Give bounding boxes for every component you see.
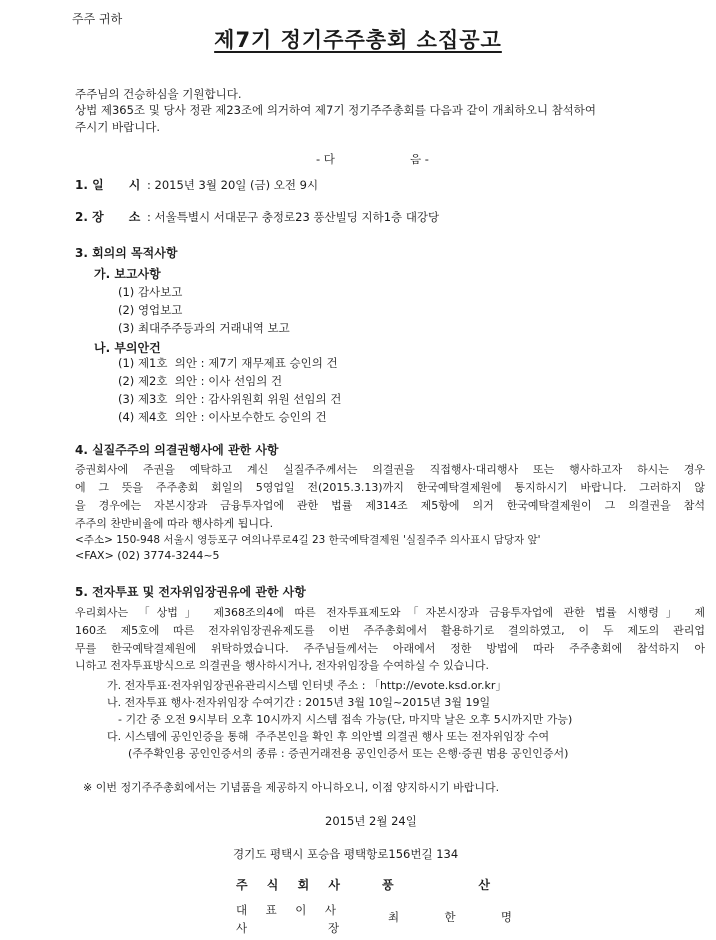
greeting: 주주님의 건승하심을 기원합니다. bbox=[75, 87, 242, 101]
evote-heading: 5. 전자투표 및 전자위임장권유에 관한 사항 bbox=[75, 585, 306, 599]
representative-title-row2-char: 장 bbox=[328, 921, 340, 935]
voting-address: <주소> 150-948 서울시 영등포구 여의나루로4길 23 한국예탁결제원 '실질주주 의사표시 담당자 앞' bbox=[75, 534, 541, 546]
representative-name-char: 최 bbox=[388, 910, 400, 924]
company-name bbox=[382, 876, 490, 893]
representative-name-char: 한 bbox=[444, 910, 456, 924]
evote-detail: 다. 시스템에 공인인증을 통해 주주본인을 확인 후 의안별 의결권 행사 또는 전자위임장 수여 bbox=[107, 730, 550, 743]
report-item: (3) 최대주주등과의 거래내역 보고 bbox=[118, 321, 290, 335]
representative-name-char: 명 bbox=[500, 910, 512, 924]
place-value: : 서울특별시 서대문구 충정로23 풍산빌딩 지하1층 대강당 bbox=[147, 210, 440, 224]
intro-line-2: 주시기 바랍니다. bbox=[75, 120, 161, 134]
company-address: 경기도 평택시 포승읍 평택항로156번길 134 bbox=[233, 847, 459, 861]
report-item: (2) 영업보고 bbox=[118, 303, 183, 317]
company-type-char: 주 bbox=[236, 878, 248, 892]
voting-line: 에 그 뜻을 주주총회 회일의 5영업일 전(2015.3.13)까지 한국예탁결제원에 통지하시기 바랍니다. 그러하지 않 bbox=[75, 481, 705, 494]
divider-right: 음 - bbox=[410, 152, 429, 166]
voting-line: 주주의 찬반비율에 따라 행사하게 됩니다. bbox=[75, 517, 274, 530]
representative-title-char: 사 bbox=[324, 903, 336, 917]
recipient-line: 주주 귀하 bbox=[72, 12, 123, 26]
notice-title bbox=[0, 24, 716, 54]
representative-title-row2-char: 사 bbox=[236, 921, 248, 935]
evote-detail: - 기간 중 오전 9시부터 오후 10시까지 시스템 접속 가능(단, 마지막 날은 오후 5시까지만 가능) bbox=[118, 713, 573, 726]
intro-line-1: 상법 제365조 및 당사 정관 제23조에 의거하여 제7기 정기주주총회를 다음과 같이 개최하오니 참석하여 bbox=[75, 103, 597, 117]
souvenir-note: ※ 이번 정기주주총회에서는 기념품을 제공하지 아니하오니, 이점 양지하시기 바랍니다. bbox=[83, 781, 500, 794]
date-label: 1. 일 시 bbox=[75, 178, 141, 192]
representative-title-char: 이 bbox=[295, 903, 307, 917]
company-type-char: 사 bbox=[328, 878, 340, 892]
company-name-char: 풍 bbox=[382, 878, 394, 892]
evote-line: 160조 제5호에 따른 전자위임장권유제도를 이번 주주총회에서 활용하기로 결의하였고, 이 두 제도의 관리업 bbox=[75, 624, 705, 637]
evote-line: 우리회사는 「상법」 제368조의4에 따른 전자투표제도와「자본시장과 금융투자업에 관한 법률 시행령」 제 bbox=[75, 606, 705, 619]
voting-line: 증권회사에 주권을 예탁하고 계신 실질주주께서는 의결권을 직접행사·대리행사 또는 행사하고자 하시는 경우 bbox=[75, 463, 705, 476]
date-value: : 2015년 3월 20일 (금) 오전 9시 bbox=[147, 178, 319, 192]
evote-line: 니하고 전자투표방식으로 의결권을 행사하시거나, 전자위임장을 수여하실 수 있습니다. bbox=[75, 659, 490, 672]
representative-name bbox=[388, 909, 512, 925]
company-type-char: 식 bbox=[266, 878, 279, 892]
representative-title-char: 표 bbox=[265, 903, 277, 917]
resolution-item: (4) 제4호 의안 : 이사보수한도 승인의 건 bbox=[118, 410, 327, 424]
evote-detail: 가. 전자투표·전자위임장권유관리시스템 인터넷 주소 : 「http://evote.ksd.or.kr」 bbox=[107, 679, 507, 692]
reports-heading: 가. 보고사항 bbox=[94, 267, 161, 281]
resolution-item: (1) 제1호 의안 : 제7기 재무제표 승인의 건 bbox=[118, 356, 338, 370]
voting-heading: 4. 실질주주의 의결권행사에 관한 사항 bbox=[75, 443, 279, 457]
evote-detail: 나. 전자투표 행사·전자위임장 수여기간 : 2015년 3월 10일~2015년 3월 19일 bbox=[107, 696, 491, 709]
evote-detail: (주주확인용 공인인증서의 종류 : 증권거래전용 공인인증서 또는 은행·증권 범용 공인인증서) bbox=[128, 747, 569, 760]
resolution-item: (2) 제2호 의안 : 이사 선임의 건 bbox=[118, 374, 283, 388]
evote-line: 무를 한국예탁결제원에 위탁하였습니다. 주주님들께서는 아래에서 정한 방법에 따라 주주총회에 참석하지 아 bbox=[75, 642, 705, 655]
resolution-item: (3) 제3호 의안 : 감사위원회 위원 선임의 건 bbox=[118, 392, 342, 406]
notice-title-text: 제7기 정기주주총회 소집공고 bbox=[214, 28, 502, 52]
agenda-heading: 3. 회의의 목적사항 bbox=[75, 246, 178, 260]
company-type-label bbox=[236, 876, 340, 893]
divider-left: - 다 bbox=[316, 152, 335, 166]
notice-date: 2015년 2월 24일 bbox=[325, 814, 417, 828]
company-name-char: 산 bbox=[478, 878, 490, 892]
report-item: (1) 감사보고 bbox=[118, 285, 183, 299]
voting-fax: <FAX> (02) 3774-3244~5 bbox=[75, 549, 220, 562]
representative-title-char: 대 bbox=[236, 903, 248, 917]
resolutions-heading: 나. 부의안건 bbox=[94, 341, 161, 355]
company-type-char: 회 bbox=[297, 878, 310, 892]
place-label: 2. 장 소 bbox=[75, 210, 141, 224]
voting-line: 을 경우에는 자본시장과 금융투자업에 관한 법률 제314조 제5항에 의거 한국예탁결제원이 그 의결권을 참석 bbox=[75, 499, 705, 512]
representative-title bbox=[236, 902, 336, 918]
